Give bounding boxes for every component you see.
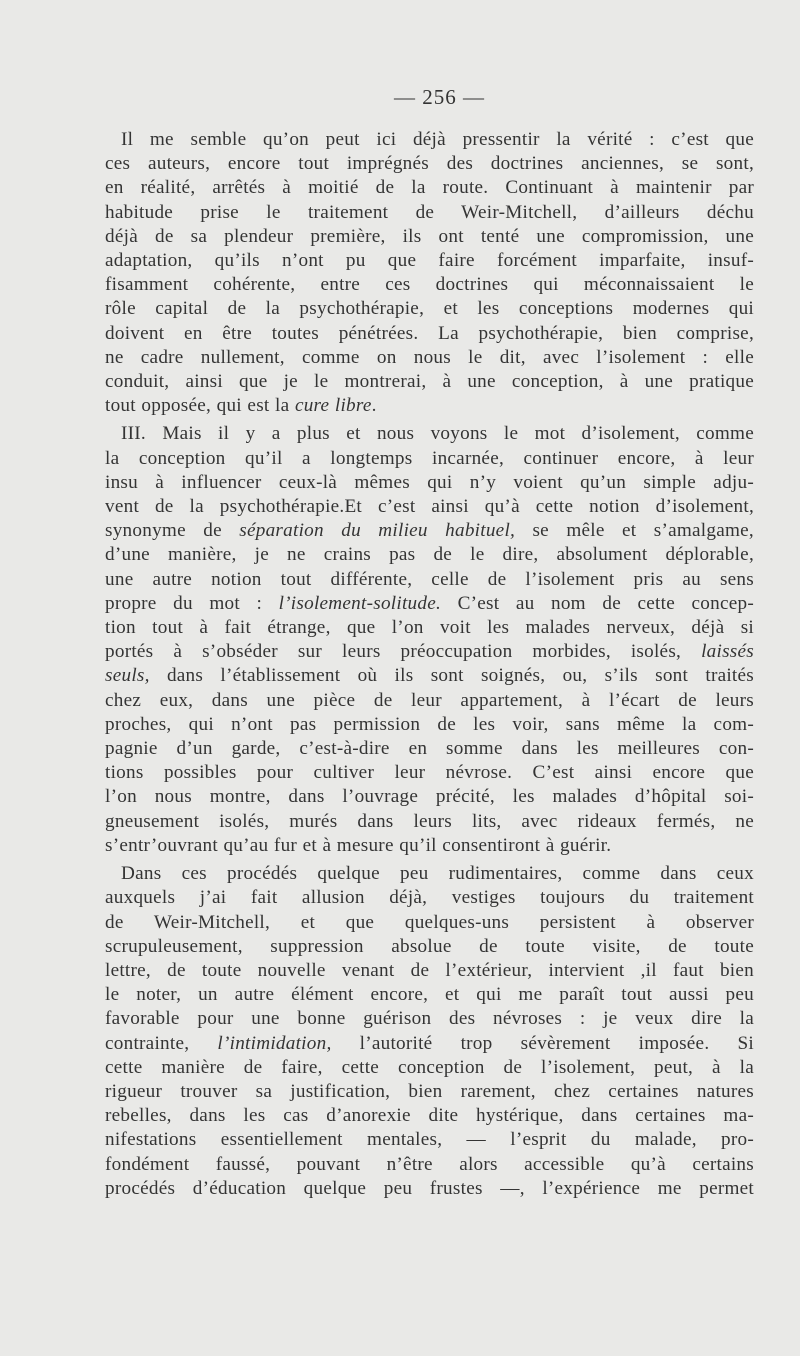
text-line: ne cadre nullement, comme on nous le dit, avec l’isolement : elle — [105, 346, 754, 368]
text-line — [105, 640, 754, 664]
text-line: pagnie d’un garde, c’est-à-dire en somme dans les meilleures con- — [105, 738, 754, 760]
text-line — [105, 664, 754, 688]
text-line: ces auteurs, encore tout imprégnés des doctrines anciennes, se sont, — [105, 153, 754, 175]
italic-text: l’isolement-solitude. — [278, 592, 442, 614]
text-line: Dans ces procédés quelque peu rudimentaires, comme dans ceux — [121, 863, 754, 885]
paragraph-1 — [105, 128, 754, 418]
text-line: en réalité, arrêtés à moitié de la route. Continuant à maintenir par — [105, 177, 754, 199]
text-line: s’entr’ouvrant qu’au fur et à mesure qu’il consentiront à guérir. — [105, 834, 612, 856]
italic-text: séparation du milieu habituel, — [239, 520, 516, 542]
text-line — [105, 519, 754, 543]
text-line: rebelles, dans les cas d’anorexie dite hystérique, dans certaines ma- — [105, 1105, 754, 1127]
text-line: habitude prise le traitement de Weir-Mitchell, d’ailleurs déchu — [105, 201, 754, 223]
text-line: d’une manière, je ne crains pas de le dire, absolument déplorable, — [105, 544, 754, 566]
text-line: tion tout à fait étrange, que l’on voit les malades nerveux, déjà si — [105, 617, 754, 639]
text-line: proches, qui n’ont pas permission de les voir, sans même la com- — [105, 713, 754, 735]
text-line: insu à influencer ceux-là mêmes qui n’y voient qu’un simple adju- — [105, 471, 754, 493]
text-line: la conception qu’il a longtemps incarnée, continuer encore, à leur — [105, 447, 754, 469]
text-line: scrupuleusement, suppression absolue de toute visite, de toute — [105, 935, 754, 957]
text-line: déjà de sa plendeur première, ils ont tenté une compromission, une — [105, 225, 754, 247]
text-line: cette manière de faire, cette conception de l’isolement, peut, à la — [105, 1056, 754, 1078]
text-run: se mêle et s’amalgame, — [515, 520, 754, 542]
text-run: dans l’établissement où ils sont soignés, ou, s’ils sont traités — [149, 665, 754, 687]
italic-text: l’intimidation, — [217, 1032, 332, 1054]
text-run: portés à s’obséder sur leurs préoccupation morbides, isolés, — [105, 641, 702, 663]
text-line: gneusement isolés, murés dans leurs lits, avec rideaux fermés, ne — [105, 810, 754, 832]
text-line: fondément faussé, pouvant n’être alors accessible qu’à certains — [105, 1153, 754, 1175]
text-line — [105, 394, 754, 418]
text-line: de Weir-Mitchell, et que quelques-uns persistent à observer — [105, 911, 754, 933]
text-line: III. Mais il y a plus et nous voyons le mot d’isolement, comme — [121, 423, 754, 445]
text-line: auxquels j’ai fait allusion déjà, vestiges toujours du traitement — [105, 887, 754, 909]
italic-text: laissés — [701, 641, 754, 663]
italic-text: seuls, — [105, 665, 150, 687]
text-run: contrainte, — [105, 1032, 218, 1054]
text-run: . — [371, 395, 377, 417]
text-line — [105, 592, 754, 616]
text-run: C’est au nom de cette concep- — [441, 592, 754, 614]
text-line: le noter, un autre élément encore, et qui me paraît tout aussi peu — [105, 984, 754, 1006]
text-line: rôle capital de la psychothérapie, et les conceptions modernes qui — [105, 298, 754, 320]
text-line: favorable pour une bonne guérison des névroses : je veux dire la — [105, 1008, 754, 1030]
text-line: lettre, de toute nouvelle venant de l’extérieur, intervient ,il faut bien — [105, 959, 754, 981]
text-line: fisamment cohérente, entre ces doctrines qui méconnaissaient le — [105, 274, 754, 296]
text-run: propre du mot : — [105, 592, 279, 614]
text-line: l’on nous montre, dans l’ouvrage précité, les malades d’hôpital soi- — [105, 786, 754, 808]
page-number: — 256 — — [394, 85, 485, 109]
text-line — [105, 1032, 754, 1056]
paragraph-2 — [105, 422, 754, 858]
text-line: adaptation, qu’ils n’ont pu que faire forcément imparfaite, insuf- — [105, 250, 754, 272]
text-line: conduit, ainsi que je le montrerai, à une conception, à une pratique — [105, 371, 754, 393]
text-line: rigueur trouver sa justification, bien rarement, chez certaines natures — [105, 1080, 754, 1102]
text-line: procédés d’éducation quelque peu frustes —, l’expérience me permet — [105, 1177, 754, 1199]
text-line: doivent en être toutes pénétrées. La psychothérapie, bien comprise, — [105, 322, 754, 344]
text-run: tout opposée, qui est la — [105, 395, 295, 417]
text-line: une autre notion tout différente, celle de l’isolement pris au sens — [105, 568, 754, 590]
text-line: vent de la psychothérapie.Et c’est ainsi qu’à cette notion d’isolement, — [105, 496, 754, 518]
paragraph-3 — [105, 862, 754, 1201]
italic-text: cure libre — [294, 395, 372, 417]
text-run: l’autorité trop sévèrement imposée. Si — [331, 1032, 754, 1054]
text-run: synonyme de — [105, 520, 240, 542]
text-line: Il me semble qu’on peut ici déjà pressentir la vérité : c’est que — [121, 129, 754, 150]
text-line: tions possibles pour cultiver leur névrose. C’est ainsi encore que — [105, 762, 754, 784]
text-line: chez eux, dans une pièce de leur appartement, à l’écart de leurs — [105, 689, 754, 711]
text-line: nifestations essentiellement mentales, — l’esprit du malade, pro- — [105, 1129, 754, 1151]
